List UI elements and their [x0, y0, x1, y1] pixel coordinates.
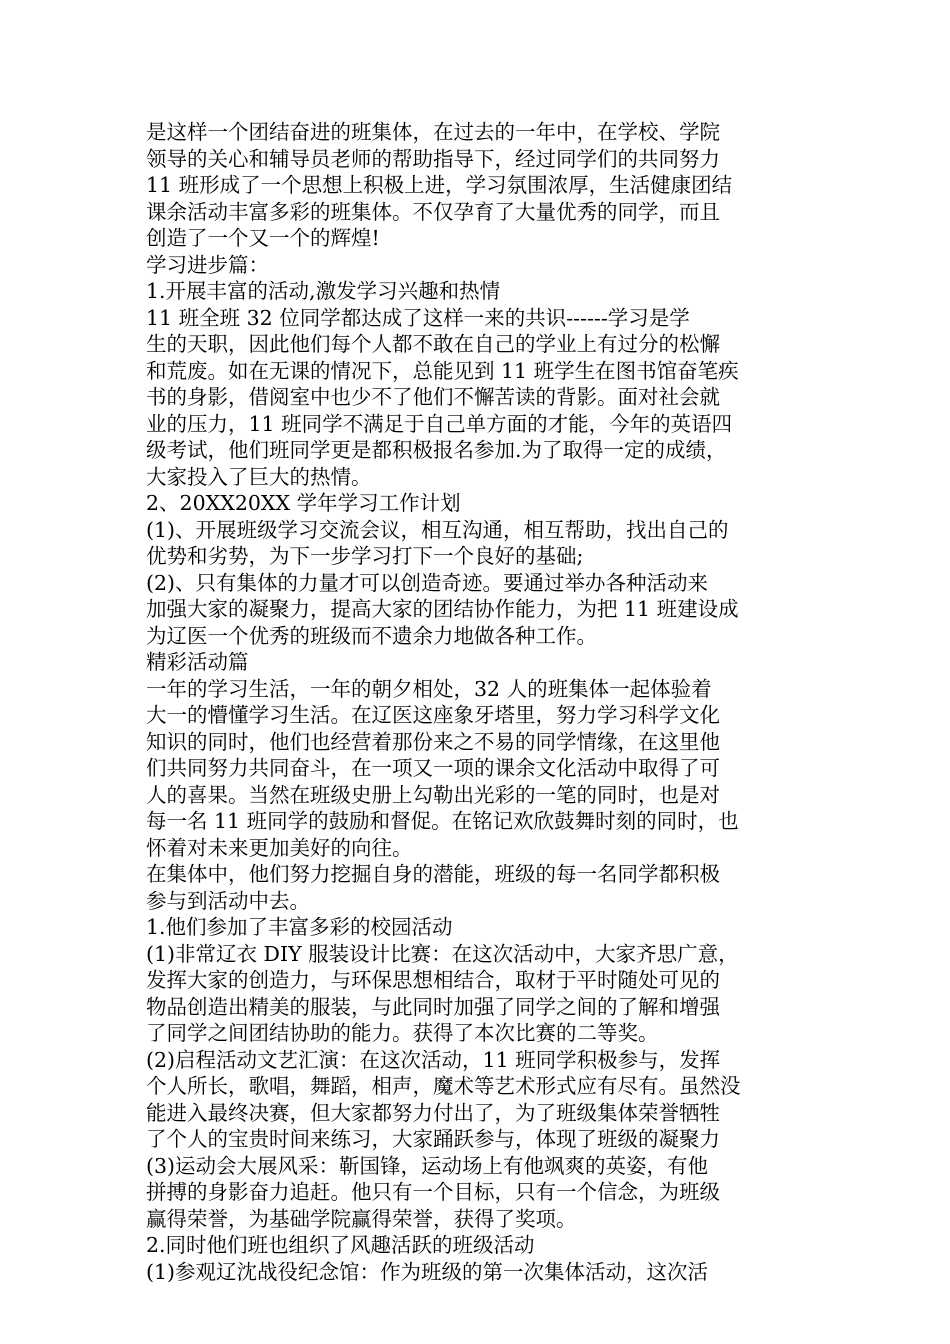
- text-line: (1)参观辽沈战役纪念馆：作为班级的第一次集体活动，这次活: [146, 1259, 709, 1284]
- text-line: 11 班形成了一个思想上积极上进，学习氛围浓厚，生活健康团结: [146, 173, 733, 197]
- text-line: 能进入最终决赛，但大家都努力付出了，为了班级集体荣誉牺牲: [146, 1100, 720, 1125]
- text-line: 和荒废。如在无课的情况下，总能见到 11 班学生在图书馆奋笔疾: [146, 358, 739, 383]
- text-line: 是这样一个团结奋进的班集体，在过去的一年中，在学校、学院: [146, 120, 720, 144]
- text-line: 课余活动丰富多彩的班集体。不仅孕育了大量优秀的同学，而且: [146, 199, 720, 224]
- text-line: (1)非常辽衣 DIY 服装设计比赛：在这次活动中，大家齐思广意，: [146, 941, 739, 966]
- text-line: 优势和劣势，为下一步学习打下一个良好的基础;: [146, 544, 584, 568]
- text-line: 发挥大家的创造力，与环保思想相结合，取材于平时随处可见的: [146, 968, 720, 992]
- text-line: (1)、开展班级学习交流会议，相互沟通，相互帮助，找出自己的: [146, 517, 729, 542]
- text-line: 人的喜果。当然在班级史册上勾勒出光彩的一笔的同时，也是对: [146, 782, 720, 807]
- text-line: 赢得荣誉，为基础学院赢得荣誉，获得了奖项。: [146, 1206, 577, 1231]
- text-line: 在集体中，他们努力挖掘自身的潜能，班级的每一名同学都积极: [146, 862, 720, 886]
- subsection-heading: 2、20XX20XX 学年学习工作计划: [146, 491, 461, 515]
- subsection-heading: 2.同时他们班也组织了风趣活跃的班级活动: [146, 1233, 535, 1257]
- section-heading: 精彩活动篇: [146, 650, 249, 674]
- subsection-heading: 1.开展丰富的活动,激发学习兴趣和热情: [146, 279, 501, 303]
- text-line: 领导的关心和辅导员老师的帮助指导下，经过同学们的共同努力: [146, 146, 720, 171]
- text-line: 级考试，他们班同学更是都积极报名参加.为了取得一定的成绩，: [146, 438, 727, 462]
- text-line: 参与到活动中去。: [146, 888, 310, 913]
- text-line: 11 班全班 32 位同学都达成了这样一来的共识------学习是学: [146, 305, 690, 330]
- text-line: 生的天职，因此他们每个人都不敢在自己的学业上有过分的松懈: [146, 332, 720, 356]
- text-line: 怀着对未来更加美好的向往。: [146, 835, 413, 860]
- text-line: 了同学之间团结协助的能力。获得了本次比赛的二等奖。: [146, 1021, 659, 1045]
- text-line: 们共同努力共同奋斗，在一项又一项的课余文化活动中取得了可: [146, 756, 720, 780]
- text-line: 每一名 11 班同学的鼓励和督促。在铭记欢欣鼓舞时刻的同时，也: [146, 809, 739, 833]
- text-line: 物品创造出精美的服装，与此同时加强了同学之间的了解和增强: [146, 994, 720, 1019]
- text-line: 了个人的宝贵时间来练习，大家踊跃参与，体现了班级的凝聚力: [146, 1127, 720, 1151]
- subsection-heading: 1.他们参加了丰富多彩的校园活动: [146, 915, 453, 939]
- text-line: 为辽医一个优秀的班级而不遗余力地做各种工作。: [146, 623, 597, 648]
- text-line: 个人所长，歌唱，舞蹈，相声，魔术等艺术形式应有尽有。虽然没: [146, 1074, 741, 1098]
- text-line: 业的压力，11 班同学不满足于自己单方面的才能，今年的英语四: [146, 411, 733, 436]
- text-line: (2)、只有集体的力量才可以创造奇迹。要通过举办各种活动来: [146, 570, 709, 595]
- text-line: 创造了一个又一个的辉煌!: [146, 226, 380, 250]
- text-line: 知识的同时，他们也经营着那份来之不易的同学情缘，在这里他: [146, 729, 720, 754]
- text-line: 拼搏的身影奋力追赶。他只有一个目标，只有一个信念，为班级: [146, 1180, 720, 1204]
- section-heading: 学习进步篇：: [146, 252, 269, 277]
- text-line: 书的身影，借阅室中也少不了他们不懈苦读的背影。面对社会就: [146, 385, 720, 409]
- document-body: [146, 119, 806, 1285]
- text-line: 大一的懵懂学习生活。在辽医这座象牙塔里，努力学习科学文化: [146, 703, 720, 727]
- text-line: 加强大家的凝聚力，提高大家的团结协作能力，为把 11 班建设成: [146, 597, 739, 621]
- text-line: 一年的学习生活，一年的朝夕相处，32 人的班集体一起体验着: [146, 676, 712, 701]
- text-line: 大家投入了巨大的热情。: [146, 464, 372, 489]
- text-line: (3)运动会大展风采：靳国锋，运动场上有他飒爽的英姿，有他: [146, 1153, 709, 1178]
- text-line: (2)启程活动文艺汇演：在这次活动，11 班同学积极参与，发挥: [146, 1047, 721, 1072]
